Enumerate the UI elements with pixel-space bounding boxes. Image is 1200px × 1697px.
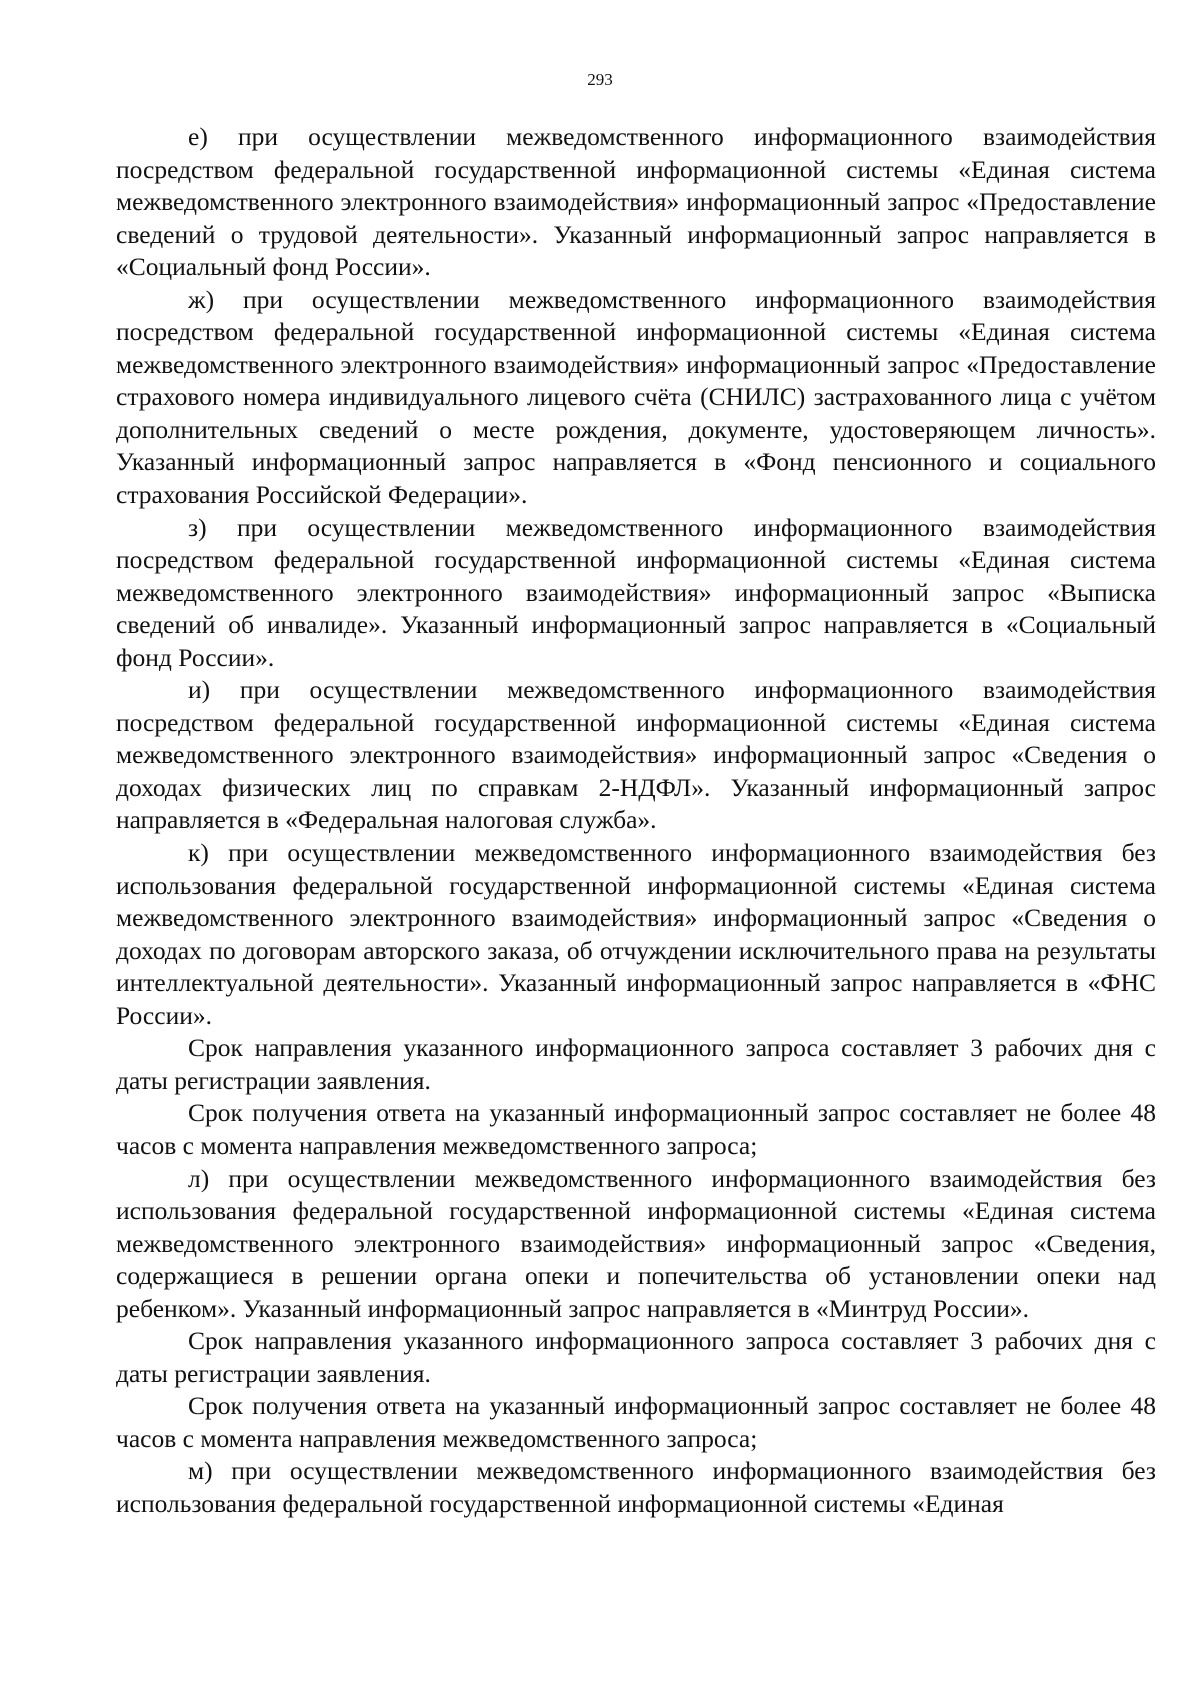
- paragraph-z: з) при осуществлении межведомственного информационного взаимодействия посредством федеральной государственной информационной системы «Единая система межведомственного электронного взаимодействия» информационный запрос «Выписка сведений об инвалиде». Указанный информационный запрос направляется в «Социальный фонд России».: [116, 512, 1156, 672]
- paragraph-deadline-send-2: Срок направления указанного информационного запроса составляет 3 рабочих дня с даты регистрации заявления.: [116, 1326, 1156, 1388]
- paragraph-l: л) при осуществлении межведомственного информационного взаимодействия без использования федеральной государственной информационной системы «Единая система межведомственного электронного взаимодействия» информационный запрос «Сведения, содержащиеся в решении органа опеки и попечительства об установлении опеки над ребенком». Указанный информационный запрос направляется в «Минтруд России».: [116, 1163, 1156, 1323]
- paragraph-m: м) при осуществлении межведомственного информационного взаимодействия без использования федеральной государственной информационной системы «Единая: [116, 1456, 1156, 1518]
- paragraph-deadline-response-2: Срок получения ответа на указанный информационный запрос составляет не более 48 часов с момента направления межведомственного запроса;: [116, 1391, 1156, 1453]
- page-number: 293: [587, 70, 613, 89]
- document-body: [116, 121, 1156, 1521]
- paragraph-k: к) при осуществлении межведомственного информационного взаимодействия без использования федеральной государственной информационной системы «Единая система межведомственного электронного взаимодействия» информационный запрос «Сведения о доходах по договорам авторского заказа, об отчуждении исключительного права на результаты интеллектуальной деятельности». Указанный информационный запрос направляется в «ФНС России».: [116, 838, 1156, 1030]
- paragraph-e: е) при осуществлении межведомственного информационного взаимодействия посредством федеральной государственной информационной системы «Единая система межведомственного электронного взаимодействия» информационный запрос «Предоставление сведений о трудовой деятельности». Указанный информационный запрос направляется в «Социальный фонд России».: [116, 122, 1156, 282]
- paragraph-zh: ж) при осуществлении межведомственного информационного взаимодействия посредством федеральной государственной информационной системы «Единая система межведомственного электронного взаимодействия» информационный запрос «Предоставление страхового номера индивидуального лицевого счёта (СНИЛС) застрахованного лица с учётом дополнительных сведений о месте рождения, документе, удостоверяющем личность». Указанный информационный запрос направляется в «Фонд пенсионного и социального страхования Российской Федерации».: [116, 284, 1156, 510]
- paragraph-deadline-send: Срок направления указанного информационного запроса составляет 3 рабочих дня с даты регистрации заявления.: [116, 1033, 1156, 1095]
- paragraph-i: и) при осуществлении межведомственного информационного взаимодействия посредством федеральной государственной информационной системы «Единая система межведомственного электронного взаимодействия» информационный запрос «Сведения о доходах физических лиц по справкам 2-НДФЛ». Указанный информационный запрос направляется в «Федеральная налоговая служба».: [116, 675, 1156, 835]
- paragraph-deadline-response: Срок получения ответа на указанный информационный запрос составляет не более 48 часов с момента направления межведомственного запроса;: [116, 1098, 1156, 1160]
